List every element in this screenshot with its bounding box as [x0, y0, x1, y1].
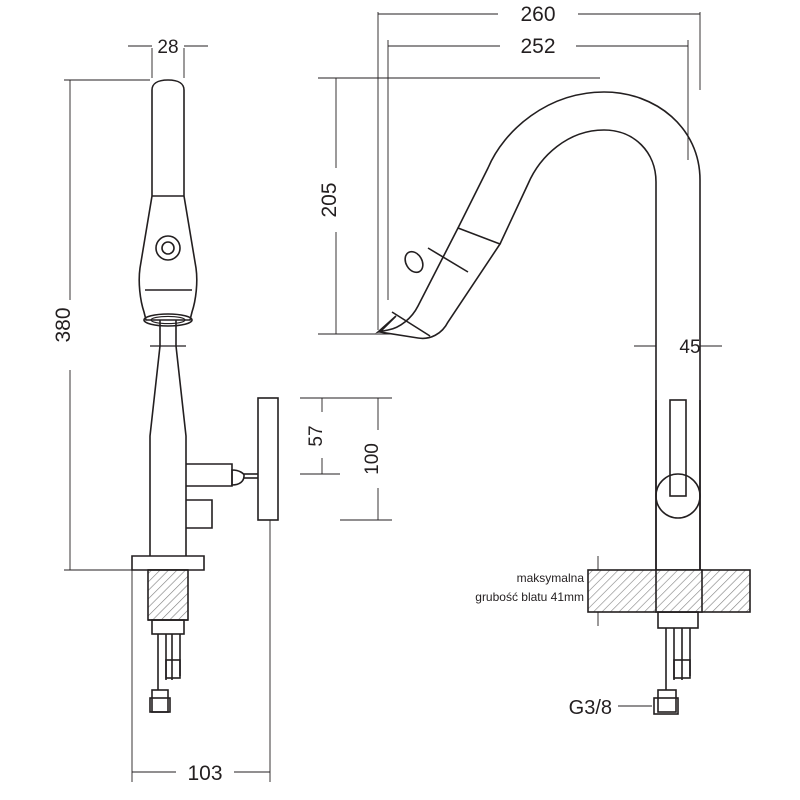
- side-view: [378, 92, 750, 714]
- label-380: 380: [52, 307, 75, 343]
- label-g38: G3/8: [568, 697, 612, 719]
- hose-fitting-left-side: [658, 690, 676, 712]
- sprayer-mode-button: [156, 236, 180, 260]
- label-45: 45: [679, 337, 701, 358]
- body-shoulder: [186, 500, 212, 528]
- mounting-nut: [152, 620, 184, 634]
- front-view: [132, 80, 278, 712]
- lever-handle-side: [670, 400, 686, 496]
- threaded-shank: [148, 570, 188, 620]
- label-205: 205: [318, 182, 341, 218]
- label-100: 100: [362, 443, 383, 475]
- gooseneck-inner: [500, 130, 656, 570]
- valve-neck: [186, 464, 232, 486]
- threaded-shank-side: [656, 570, 702, 612]
- sprayer-mode-button-inner: [162, 242, 174, 254]
- note-counter-line1: maksymalna: [516, 571, 584, 585]
- lever-pivot-collar: [232, 470, 244, 485]
- gooseneck-outer: [458, 92, 700, 570]
- front-view-dimensions: [64, 46, 392, 782]
- label-103: 103: [187, 762, 223, 785]
- base-plate: [132, 556, 204, 570]
- note-counter-line2: grubość blatu 41mm: [475, 590, 584, 604]
- dimension-labels: [52, 3, 701, 785]
- mounting-nut-side: [658, 612, 698, 628]
- hose-fitting-right: [166, 660, 180, 678]
- label-252: 252: [520, 35, 556, 58]
- label-57: 57: [306, 425, 327, 447]
- body-right-edge: [176, 320, 186, 556]
- body-left-edge: [150, 320, 160, 556]
- label-28: 28: [157, 37, 179, 58]
- sprayer-head-side: [378, 228, 500, 338]
- sprayer-mode-button-side: [402, 248, 427, 275]
- sprayer-seam-side: [428, 248, 468, 272]
- lever-handle: [258, 398, 278, 520]
- connector-nut-left: [150, 698, 170, 712]
- label-260: 260: [520, 3, 556, 26]
- sprayer-head: [139, 80, 197, 320]
- hose-fitting-left: [152, 690, 168, 712]
